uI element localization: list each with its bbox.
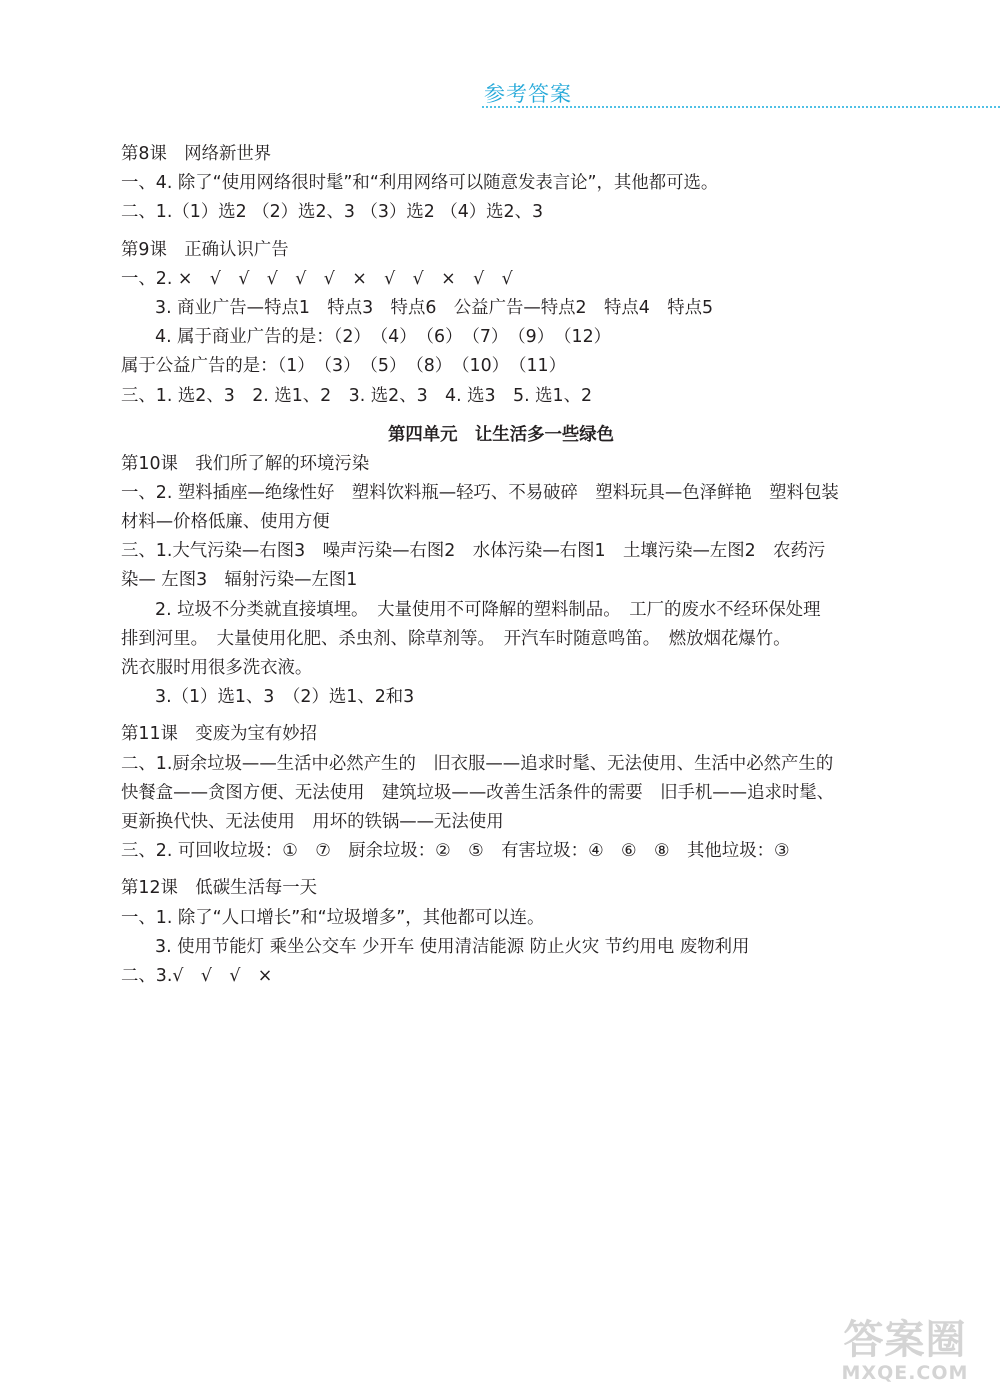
lesson-10-title: 第10课 我们所了解的环境污染 — [121, 453, 370, 474]
lesson-12-line: 一、1. 除了“人口增长”和“垃圾增多”，其他都可以连。 — [121, 907, 545, 928]
lesson-12-line: 3. 使用节能灯 乘坐公交车 少开车 使用清洁能源 防止火灾 节约用电 废物利用 — [155, 936, 750, 957]
unit-4-heading: 第四单元 让生活多一些绿色 — [387, 424, 615, 445]
lesson-9-title: 第9课 正确认识广告 — [121, 239, 289, 260]
lesson-10-line: 3.（1）选1、3 （2）选1、2和3 — [155, 687, 415, 708]
lesson-8-title: 第8课 网络新世界 — [121, 144, 272, 164]
lesson-9-line: 4. 属于商业广告的是：（2） （4） （6） （7） （9） （12） — [155, 327, 612, 348]
lesson-10-line: 材料—价格低廉、使用方便 — [121, 512, 330, 533]
lesson-9-line: 3. 商业广告—特点1 特点3 特点6 公益广告—特点2 特点4 特点5 — [155, 297, 714, 318]
lesson-10-line: 排到河里。 大量使用化肥、杀虫剂、除草剂等。 开汽车时随意鸣笛。 燃放烟花爆竹。 — [121, 628, 791, 649]
lesson-10-line: 洗衣服时用很多洗衣液。 — [121, 658, 313, 678]
lesson-11-title: 第11课 变废为宝有妙招 — [121, 724, 318, 745]
watermark — [820, 1308, 990, 1386]
lesson-8-line: 一、4. 除了“使用网络很时髦”和“利用网络可以随意发表言论”，其他都可选。 — [121, 173, 719, 194]
lesson-9-line: 属于公益广告的是：（1） （3） （5） （8） （10） （11） — [121, 356, 566, 377]
watermark-domain: MXQE.COM — [841, 1362, 969, 1384]
answer-content — [121, 140, 891, 991]
lesson-10-line: 一、2. 塑料插座—绝缘性好 塑料饮料瓶—轻巧、不易破碎 塑料玩具—色泽鲜艳 塑料包装 — [121, 482, 839, 503]
lesson-8-line: 二、1.（1）选2 （2）选2、3 （3）选2 （4）选2、3 — [121, 202, 544, 223]
watermark-brand: 答案圈 — [843, 1317, 967, 1363]
lesson-9-line: 一、2. × √ √ √ √ √ × √ √ × √ √ — [121, 268, 513, 289]
lesson-11-line: 更新换代快、无法使用 用坏的铁锅——无法使用 — [121, 811, 504, 832]
lesson-10-line: 染— 左图3 辐射污染—左图1 — [121, 570, 358, 591]
lesson-11-line: 三、2. 可回收垃圾：① ⑦ 厨余垃圾：② ⑤ 有害垃圾：④ ⑥ ⑧ 其他垃圾：③ — [121, 841, 790, 862]
lesson-12-title: 第12课 低碳生活每一天 — [121, 878, 318, 899]
lesson-10-line: 三、1.大气污染—右图3 噪声污染—右图2 水体污染—右图1 土壤污染—左图2 农药污 — [121, 541, 826, 562]
header-dotted-rule — [482, 106, 1000, 108]
lesson-11-line: 快餐盒——贪图方便、无法使用 建筑垃圾——改善生活条件的需要 旧手机——追求时髦、 — [121, 782, 835, 803]
lesson-11-line: 二、1.厨余垃圾——生活中必然产生的 旧衣服——追求时髦、无法使用、生活中必然产生的 — [121, 753, 834, 774]
lesson-9-line: 三、1. 选2、3 2. 选1、2 3. 选2、3 4. 选3 5. 选1、2 — [121, 385, 593, 406]
lesson-12-line: 二、3.√ √ √ × — [121, 965, 273, 986]
lesson-10-line: 2. 垃圾不分类就直接填埋。 大量使用不可降解的塑料制品。 工厂的废水不经环保处理 — [155, 599, 821, 620]
page-header-title: 参考答案 — [484, 82, 572, 106]
